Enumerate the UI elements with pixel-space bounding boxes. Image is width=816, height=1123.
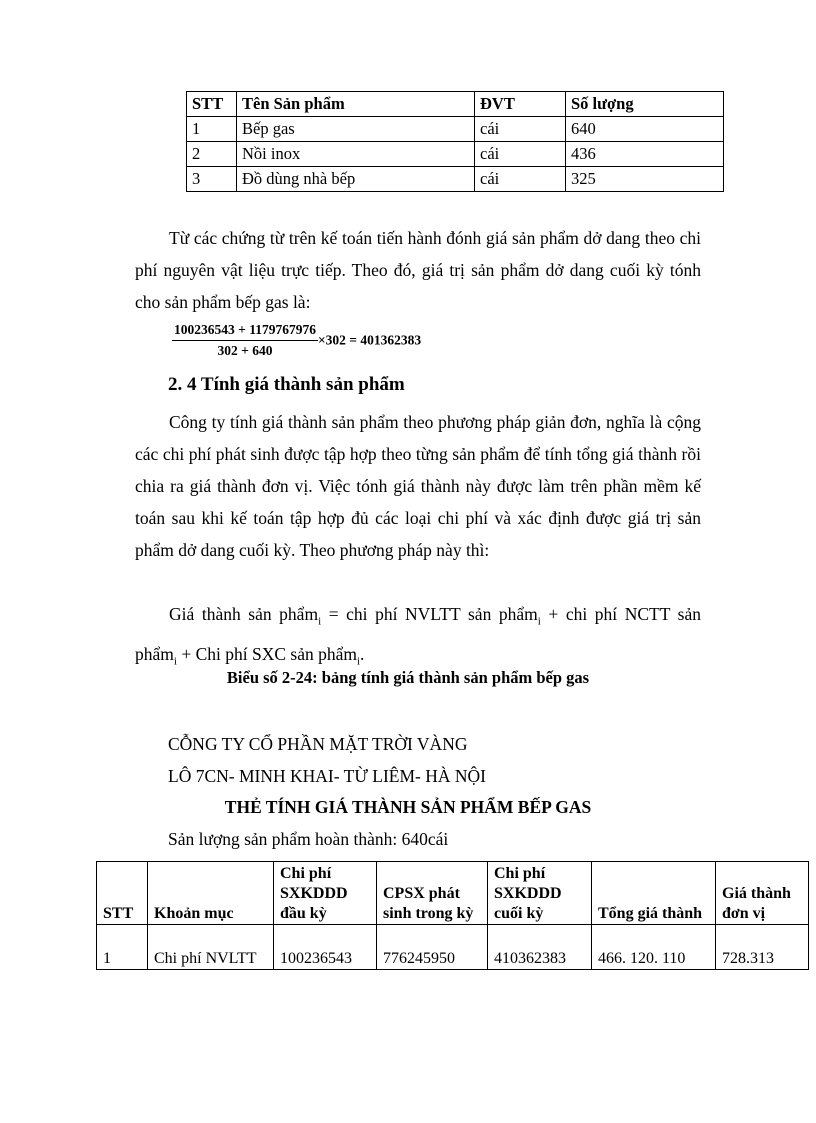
header-cell: Chi phí SXKDDD cuối kỳ (488, 862, 592, 925)
cell: cái (475, 142, 566, 167)
subscript: i (173, 655, 177, 667)
cell: cái (475, 167, 566, 192)
cell: 410362383 (488, 925, 592, 970)
table-row (97, 925, 809, 970)
cell: Bếp gas (237, 117, 475, 142)
wip-formula (172, 322, 421, 359)
paragraph-wip-valuation: Từ các chứng từ trên kế toán tiến hành đónh giá sản phẩm dở dang theo chi phí nguyên vật liệu trực tiếp. Theo đó, giá trị sản phẩm dở dang cuối kỳ tónh cho sản phẩm bếp gas là: (135, 228, 701, 312)
paragraph-cost-formula (135, 598, 701, 677)
table-header-row (97, 862, 809, 925)
section-heading: 2. 4 Tính giá thành sản phẩm (168, 374, 405, 395)
cell: 2 (187, 142, 237, 167)
header-cell: STT (187, 92, 237, 117)
cell: 1 (187, 117, 237, 142)
cell: 3 (187, 167, 237, 192)
output-quantity: Sản lượng sản phẩm hoàn thành: 640cái (168, 829, 449, 849)
product-table (186, 91, 724, 192)
table-row (187, 117, 724, 142)
text: Giá thành sản phẩm (169, 604, 319, 624)
company-name: CỖNG TY CỔ PHẦN MẶT TRỜI VÀNG (168, 734, 468, 754)
cell: Chi phí NVLTT (148, 925, 274, 970)
subscript: i (537, 615, 541, 628)
cell: 1 (97, 925, 148, 970)
cost-table (96, 861, 809, 970)
header-cell: Giá thành đơn vị (716, 862, 809, 925)
header-cell: CPSX phát sinh trong kỳ (377, 862, 488, 925)
text: = chi phí NVLTT sản phẩm (321, 604, 538, 624)
subscript: i (356, 655, 361, 667)
cell: 466. 120. 110 (592, 925, 716, 970)
text: + Chi phí SXC sản phẩm (176, 643, 357, 664)
header-cell: Tổng giá thành (592, 862, 716, 925)
header-cell: Khoản mục (148, 862, 274, 925)
cell: cái (475, 117, 566, 142)
header-cell: ĐVT (475, 92, 566, 117)
card-title: THẺ TÍNH GIÁ THÀNH SẢN PHẨM BẾP GAS (224, 797, 592, 817)
cell: 640 (566, 117, 724, 142)
cell: Đồ dùng nhà bếp (237, 167, 475, 192)
cell: Nồi inox (237, 142, 475, 167)
formula-numerator: 100236543 + 1179767976 (172, 322, 318, 341)
header-cell: STT (97, 862, 148, 925)
header-cell: Chi phí SXKDDD đầu kỳ (274, 862, 377, 925)
subscript: i (318, 615, 322, 628)
cell: 325 (566, 167, 724, 192)
company-address: LÔ 7CN- MINH KHAI- TỪ LIÊM- HÀ NỘI (168, 766, 486, 786)
formula-fraction (172, 322, 318, 359)
header-cell: Số lượng (566, 92, 724, 117)
text: + chi phí NCTT sản phẩm (135, 604, 701, 664)
paragraph-costing-method: Công ty tính giá thành sản phẩm theo phương pháp giản đơn, nghĩa là cộng các chi phí phát sinh được tập hợp theo từng sản phẩm để tính tổng giá thành rồi chia ra giá thành đơn vị. Việc tónh giá thành này được làm trên phần mềm kế toán sau khi kế toán tập hợp đủ các loại chi phí và xác định được giá trị sản phẩm dở dang cuối kỳ. Theo phương pháp này thì: (135, 412, 701, 560)
formula-result: ×302 = 401362383 (317, 332, 422, 348)
table-row (187, 167, 724, 192)
cell: 776245950 (377, 925, 488, 970)
cell: 436 (566, 142, 724, 167)
cell: 100236543 (274, 925, 377, 970)
cell: 728.313 (716, 925, 809, 970)
formula-denominator: 302 + 640 (217, 343, 273, 358)
header-cell: Tên Sản phẩm (237, 92, 475, 117)
table-row (187, 142, 724, 167)
table-header-row (187, 92, 724, 117)
text: . (360, 643, 365, 664)
table-caption: Biểu số 2-24: bảng tính giá thành sản phẩm bếp gas (226, 668, 590, 687)
